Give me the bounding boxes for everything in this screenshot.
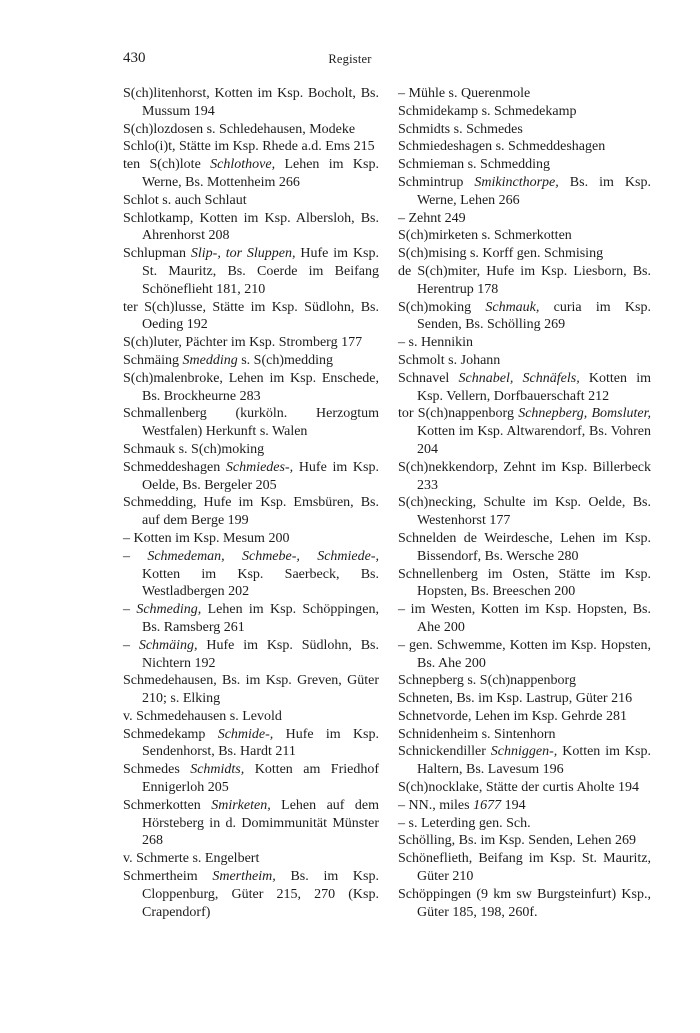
index-entry: [123, 405, 379, 441]
entry-text: Schnavel: [398, 370, 459, 386]
entry-text: S(ch)nocklake, Stätte der curtis Aholte 194: [398, 780, 640, 796]
entry-text: Kotten im Ksp. Haltern, Bs. Lavesum 196: [417, 744, 651, 778]
index-entry: [398, 708, 651, 726]
entry-text: Bs. im Ksp. Werne, Lehen 266: [417, 174, 651, 208]
entry-variant-italic: Schmiedes-,: [225, 459, 294, 475]
index-entry: [398, 352, 651, 370]
index-entry: [123, 192, 379, 210]
entry-text: Kotten im Ksp. Altwarendorf, Bs. Vohren 204: [417, 424, 651, 457]
entry-text: v. Schmerte s. Engelbert: [123, 851, 260, 867]
entry-text: S(ch)litenhorst, Kotten im Ksp. Bocholt, Bs. Mussum 194: [123, 86, 379, 119]
index-entry: [123, 868, 379, 921]
page-header: [123, 50, 577, 70]
entry-text: Hufe im Ksp. Sendenhorst, Bs. Hardt 211: [142, 726, 380, 760]
entry-text: S(ch)malenbroke, Lehen im Ksp. Enschede, Bs. Brockheurne 283: [123, 370, 379, 404]
entry-text: Schmertheim: [123, 869, 213, 885]
index-entry: [398, 156, 651, 174]
entry-text: Schmeddeshagen: [123, 459, 226, 475]
entry-text: S(ch)luter, Pächter im Ksp. Stromberg 177: [123, 335, 363, 351]
index-entry: [398, 815, 651, 833]
entry-text: Schmedehausen, Bs. im Ksp. Greven, Güter 210; s. Elking: [123, 673, 379, 707]
entry-text: Schmedes: [123, 762, 191, 778]
index-entry: [398, 530, 651, 566]
entry-text: –: [123, 637, 139, 653]
index-entry: [398, 459, 651, 495]
entry-variant-italic: Smirketen,: [211, 797, 271, 813]
entry-variant-italic: Schmauk,: [485, 299, 540, 315]
index-entry: [123, 210, 379, 246]
index-entry: [123, 494, 379, 530]
entry-text: – Zehnt 249: [398, 210, 466, 226]
index-entry: [123, 726, 379, 762]
entry-text: S(ch)nekkendorp, Zehnt im Ksp. Billerbeck 233: [398, 459, 651, 493]
entry-text: Schmedekamp: [123, 726, 218, 742]
entry-text: – s. Leterding gen. Sch.: [398, 815, 531, 831]
entry-text: Schlotkamp, Kotten im Ksp. Albersloh, Bs. Ahrenhorst 208: [123, 210, 379, 244]
index-entry: [123, 138, 379, 156]
entry-text: Schmolt s. Johann: [398, 352, 501, 368]
index-entry: [398, 832, 651, 850]
entry-text: Schmintrup: [398, 174, 475, 190]
index-entry: [123, 672, 379, 708]
entry-text: – gen. Schwemme, Kotten im Ksp. Hopsten, Bs. Ahe 200: [398, 637, 651, 671]
entry-text: Lehen im Ksp. Werne, Bs. Mottenheim 266: [142, 157, 379, 190]
index-entry: [123, 352, 379, 370]
index-entry: [398, 886, 651, 922]
entry-variant-italic: Schmide-,: [217, 726, 274, 742]
index-entry: [123, 299, 379, 335]
index-entry: [123, 370, 379, 406]
entry-text: Schmäing: [123, 352, 183, 368]
entry-text: Schlot s. auch Schlaut: [123, 192, 247, 208]
entry-variant-italic: 1677: [473, 797, 502, 813]
right-column: [398, 85, 651, 921]
entry-text: s. S(ch)medding: [237, 352, 333, 368]
entry-text: S(ch)lozdosen s. Schledehausen, Modeke: [123, 121, 356, 137]
entry-text: ten S(ch)lote: [123, 157, 211, 173]
entry-text: Schmerkotten: [123, 797, 212, 813]
entry-text: de S(ch)miter, Hufe im Ksp. Liesborn, Bs. Herentrup 178: [398, 263, 651, 297]
index-entry: [123, 441, 379, 459]
entry-text: Schnellenberg im Osten, Stätte im Ksp. Hopsten, Bs. Breeschen 200: [398, 566, 651, 600]
index-entry: [398, 334, 651, 352]
entry-text: Schölling, Bs. im Ksp. Senden, Lehen 269: [398, 833, 636, 849]
entry-text: – im Westen, Kotten im Ksp. Hopsten, Bs. Ahe 200: [398, 602, 651, 635]
index-entry: [398, 85, 651, 103]
entry-text: Schöneflieth, Beifang im Ksp. St. Mauritz, Güter 210: [398, 851, 651, 885]
entry-text: – Mühle s. Querenmole: [398, 86, 531, 101]
entry-text: Kotten im Ksp. Vellern, Dorfbauerschaft 212: [417, 370, 651, 404]
index-entry: [398, 227, 651, 245]
index-entry: [123, 601, 379, 637]
index-entry: [398, 743, 651, 779]
index-entry: [123, 530, 379, 548]
entry-text: Kotten am Friedhof Ennigerloh 205: [142, 762, 379, 796]
index-entry: [398, 245, 651, 263]
entry-variant-italic: Schmedeman, Schmebe-, Schmiede-,: [147, 548, 379, 564]
index-entry: [398, 779, 651, 797]
entry-text: v. Schmedehausen s. Levold: [123, 708, 282, 724]
index-entry: [123, 637, 379, 673]
running-head: Register: [328, 52, 372, 66]
entry-variant-italic: Schmeding,: [136, 602, 202, 618]
entry-text: Kotten im Ksp. Saerbeck, Bs. Westladbergen 202: [142, 566, 379, 600]
index-entry: [123, 85, 379, 121]
index-entry: [123, 797, 379, 850]
entry-text: Schmauk s. S(ch)moking: [123, 441, 265, 457]
index-entry: [398, 370, 651, 406]
index-entry: [398, 210, 651, 228]
left-column: [123, 85, 379, 921]
index-entry: [123, 121, 379, 139]
index-entry: [398, 601, 651, 637]
entry-text: Schnetvorde, Lehen im Ksp. Gehrde 281: [398, 708, 627, 724]
index-entry: [123, 548, 379, 601]
entry-text: Schmallenberg (kurköln. Herzogtum Westfalen) Herkunft s. Walen: [123, 406, 379, 440]
index-entry: [398, 637, 651, 673]
index-entry: [398, 405, 651, 458]
entry-text: –: [123, 548, 148, 564]
entry-text: Schlo(i)t, Stätte im Ksp. Rhede a.d. Ems 215: [123, 139, 375, 155]
entry-text: Schnickendiller: [398, 744, 491, 760]
entry-text: –: [123, 602, 137, 618]
entry-text: 194: [501, 797, 526, 813]
entry-text: Hufe im Ksp. Oelde, Bs. Bergeler 205: [142, 459, 379, 493]
entry-text: Schmiedeshagen s. Schmeddeshagen: [398, 139, 606, 155]
entry-text: Schneten, Bs. im Ksp. Lastrup, Güter 216: [398, 691, 633, 707]
entry-text: Schmedding, Hufe im Ksp. Emsbüren, Bs. auf dem Berge 199: [123, 495, 379, 529]
entry-variant-italic: Schnepberg, Bomsluter,: [518, 406, 651, 422]
entry-text: ter S(ch)lusse, Stätte im Ksp. Südlohn, Bs. Oeding 192: [123, 299, 379, 333]
entry-text: Bs. im Ksp. Cloppenburg, Güter 215, 270 (Ksp. Crapendorf): [142, 869, 379, 920]
index-entry: [398, 299, 651, 335]
index-entry: [398, 797, 651, 815]
entry-variant-italic: Smikincthorpe,: [474, 174, 559, 190]
index-entry: [398, 494, 651, 530]
entry-variant-italic: Schnabel, Schnäfels,: [458, 370, 580, 386]
entry-text: S(ch)necking, Schulte im Ksp. Oelde, Bs. Westenhorst 177: [398, 495, 651, 529]
index-entry: [398, 138, 651, 156]
index-entry: [398, 672, 651, 690]
index-entry: [123, 156, 379, 192]
index-entry: [398, 850, 651, 886]
index-entry: [398, 121, 651, 139]
entry-text: Schlupman: [123, 246, 191, 262]
index-entry: [398, 690, 651, 708]
index-entry: [123, 334, 379, 352]
entry-text: Hufe im Ksp. Südlohn, Bs. Nichtern 192: [142, 637, 380, 671]
index-entry: [123, 850, 379, 868]
entry-text: S(ch)mising s. Korff gen. Schmising: [398, 246, 604, 262]
entry-text: Schöppingen (9 km sw Burgsteinfurt) Ksp., Güter 185, 198, 260f.: [398, 886, 651, 920]
index-entry: [398, 566, 651, 602]
entry-variant-italic: Smertheim,: [212, 869, 276, 885]
entry-text: Lehen auf dem Hörsteberg in d. Domimmunität Münster 268: [142, 797, 379, 849]
entry-variant-italic: Schmidts,: [190, 762, 245, 778]
index-entry: [123, 459, 379, 495]
entry-text: Schmieman s. Schmedding: [398, 157, 551, 173]
entry-text: S(ch)moking: [398, 299, 486, 315]
index-entry: [398, 726, 651, 744]
entry-variant-italic: Schlothove,: [210, 157, 276, 173]
entry-text: curia im Ksp. Senden, Bs. Schölling 269: [417, 299, 651, 333]
entry-text: Schmidekamp s. Schmedekamp: [398, 103, 577, 119]
entry-text: – s. Hennikin: [398, 335, 474, 351]
entry-text: Schmidts s. Schmedes: [398, 121, 523, 137]
entry-text: Schnidenheim s. Sintenhorn: [398, 726, 556, 742]
index-entry: [123, 245, 379, 298]
entry-text: tor S(ch)nappenborg: [398, 406, 519, 422]
index-entry: [123, 761, 379, 797]
entry-text: Hufe im Ksp. St. Mauritz, Bs. Coerde im Beifang Schöneflieht 181, 210: [142, 246, 379, 297]
entry-variant-italic: Schniggen-,: [490, 744, 558, 760]
entry-text: – Kotten im Ksp. Mesum 200: [123, 530, 290, 546]
entry-text: Lehen im Ksp. Schöppingen, Bs. Ramsberg 261: [142, 602, 379, 635]
index-entry: [123, 708, 379, 726]
index-entry: [398, 103, 651, 121]
entry-text: S(ch)mirketen s. Schmerkotten: [398, 228, 572, 244]
entry-text: – NN., miles: [398, 797, 474, 813]
index-entry: [398, 263, 651, 299]
page-number: 430: [123, 50, 146, 66]
entry-variant-italic: Slip-, tor Sluppen,: [190, 246, 296, 262]
entry-variant-italic: Smedding: [182, 352, 238, 368]
entry-variant-italic: Schmäing,: [138, 637, 198, 653]
entry-text: Schnelden de Weirdesche, Lehen im Ksp. Bissendorf, Bs. Wersche 280: [398, 530, 651, 564]
index-entry: [398, 174, 651, 210]
entry-text: Schnepberg s. S(ch)nappenborg: [398, 673, 576, 689]
